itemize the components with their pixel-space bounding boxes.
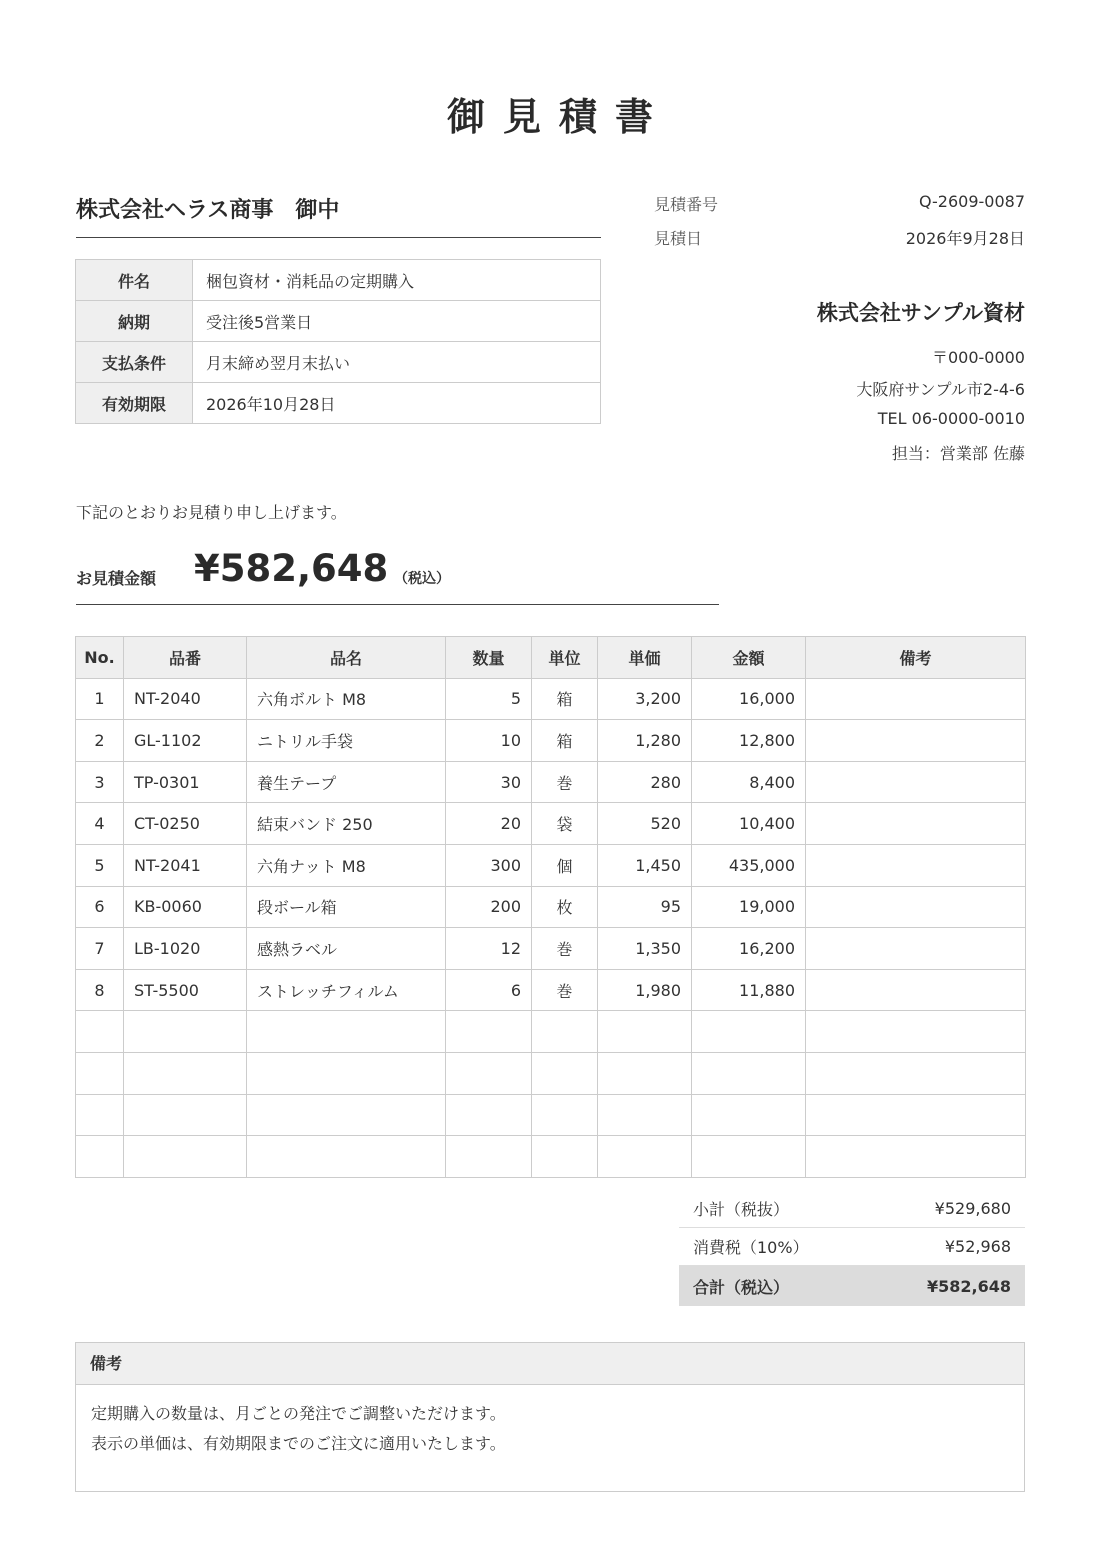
info-table [75,259,601,424]
info-value: 2026年10月28日 [193,383,601,424]
info-label: 支払条件 [76,342,193,383]
cell-quantity: 300 [446,844,532,886]
cell-part-number: LB-1020 [124,928,247,970]
cell-unit-price: 3,200 [598,678,692,720]
cell-quantity [446,1094,532,1136]
cell-note [806,886,1026,928]
info-value: 月末締め翌月末払い [193,342,601,383]
table-row [76,678,1026,720]
quote-number-row [654,192,1025,215]
issuer-contact: 担当：営業部 佐藤 [891,444,1025,463]
cell-no: 5 [76,844,124,886]
cell-no: 1 [76,678,124,720]
table-row [76,761,1026,803]
cell-amount: 435,000 [692,844,806,886]
cell-unit: 個 [532,844,598,886]
total-row [679,1266,1025,1306]
cell-amount: 16,200 [692,928,806,970]
cell-unit [532,1052,598,1094]
cell-item-name [247,1052,446,1094]
cell-no [76,1011,124,1053]
column-header-quantity: 数量 [446,637,532,679]
cell-unit-price: 95 [598,886,692,928]
cell-item-name: ニトリル手袋 [247,720,446,762]
column-header-item-name: 品名 [247,637,446,679]
remarks-line: 表示の単価は、有効期限までのご注文に適用いたします。 [91,1434,506,1453]
cell-unit-price: 1,980 [598,969,692,1011]
page-title: 御見積書 [446,95,671,139]
cell-no: 2 [76,720,124,762]
cell-item-name: 六角ボルト M8 [247,678,446,720]
cell-note [806,844,1026,886]
cell-part-number: GL-1102 [124,720,247,762]
quote-amount-label: お見積金額 [76,569,157,588]
column-header-note: 備考 [806,637,1026,679]
cell-item-name: 養生テープ [247,761,446,803]
table-row [76,803,1026,845]
cell-no: 6 [76,886,124,928]
cell-unit-price [598,1011,692,1053]
cell-item-name: 段ボール箱 [247,886,446,928]
info-value: 受注後5営業日 [193,301,601,342]
cell-quantity: 12 [446,928,532,970]
cell-part-number [124,1094,247,1136]
cell-part-number [124,1011,247,1053]
remarks-box [75,1342,1025,1492]
cell-quantity: 200 [446,886,532,928]
table-row [76,844,1026,886]
remarks-header: 備考 [76,1343,1024,1385]
cell-unit: 巻 [532,928,598,970]
subtotal-label: 小計（税抜） [693,1200,790,1219]
issuer-address: 大阪府サンプル市2-4-6 [856,380,1025,399]
tax-label: 消費税（10%） [693,1238,809,1257]
cell-quantity [446,1052,532,1094]
items-table [75,636,1026,1178]
info-row [76,260,601,301]
cell-no: 4 [76,803,124,845]
cell-note [806,1011,1026,1053]
cell-no: 3 [76,761,124,803]
table-row [76,1052,1026,1094]
cell-unit [532,1136,598,1178]
cell-part-number: NT-2040 [124,678,247,720]
table-row [76,928,1026,970]
column-header-part-number: 品番 [124,637,247,679]
cell-note [806,969,1026,1011]
cell-no: 8 [76,969,124,1011]
remarks-body [76,1385,1024,1459]
client-company: 株式会社ヘラス商事 [76,198,274,223]
subtotal-value: ¥529,680 [934,1199,1011,1218]
cell-item-name [247,1011,446,1053]
cell-unit [532,1011,598,1053]
cell-unit-price: 1,280 [598,720,692,762]
cell-unit [532,1094,598,1136]
column-header-unit-price: 単価 [598,637,692,679]
cell-unit: 巻 [532,969,598,1011]
cell-item-name [247,1136,446,1178]
cell-note [806,1094,1026,1136]
cell-unit-price: 1,350 [598,928,692,970]
cell-quantity: 20 [446,803,532,845]
issuer-tel: TEL 06-0000-0010 [877,409,1025,428]
cell-unit-price: 520 [598,803,692,845]
cell-item-name: ストレッチフィルム [247,969,446,1011]
cell-note [806,761,1026,803]
issuer-company: 株式会社サンプル資材 [816,301,1025,325]
cell-note [806,803,1026,845]
subtotal-row [679,1190,1025,1228]
quote-amount-tax-note: （税込） [394,571,450,587]
info-row [76,383,601,424]
table-row [76,1011,1026,1053]
issuer-postal: 〒000-0000 [931,348,1025,367]
cell-item-name: 結束バンド 250 [247,803,446,845]
quote-amount-value: ¥582,648 [194,547,389,590]
column-header-amount: 金額 [692,637,806,679]
info-value: 梱包資材・消耗品の定期購入 [193,260,601,301]
tax-row [679,1228,1025,1266]
cell-unit: 袋 [532,803,598,845]
cell-unit: 巻 [532,761,598,803]
cell-part-number: ST-5500 [124,969,247,1011]
cell-amount: 19,000 [692,886,806,928]
cell-amount: 10,400 [692,803,806,845]
cell-unit-price [598,1052,692,1094]
cell-amount [692,1136,806,1178]
total-value: ¥582,648 [926,1276,1011,1296]
cell-unit: 箱 [532,678,598,720]
cell-amount [692,1011,806,1053]
cell-part-number: CT-0250 [124,803,247,845]
table-row [76,1094,1026,1136]
cell-unit-price [598,1136,692,1178]
cell-no [76,1052,124,1094]
cell-unit: 箱 [532,720,598,762]
cell-note [806,1052,1026,1094]
info-row [76,301,601,342]
remarks-line: 定期購入の数量は、月ごとの発注でご調整いただけます。 [91,1404,506,1423]
cell-part-number: TP-0301 [124,761,247,803]
client-suffix: 御中 [295,198,340,223]
cell-amount [692,1052,806,1094]
cell-amount: 8,400 [692,761,806,803]
table-row [76,720,1026,762]
cell-part-number [124,1136,247,1178]
info-label: 有効期限 [76,383,193,424]
tax-value: ¥52,968 [944,1237,1011,1256]
quote-date-row [654,226,1025,249]
cell-unit-price [598,1094,692,1136]
cell-unit-price: 280 [598,761,692,803]
table-row [76,886,1026,928]
cell-quantity: 10 [446,720,532,762]
cell-no [76,1136,124,1178]
cell-note [806,678,1026,720]
table-row [76,1136,1026,1178]
quote-date-label: 見積日 [654,229,703,248]
client-name [76,193,601,238]
totals [679,1190,1025,1306]
cell-part-number: NT-2041 [124,844,247,886]
cell-part-number: KB-0060 [124,886,247,928]
column-header-unit: 単位 [532,637,598,679]
cell-note [806,720,1026,762]
cell-no [76,1094,124,1136]
cell-note [806,928,1026,970]
total-label: 合計（税込） [693,1277,790,1297]
cell-item-name [247,1094,446,1136]
cell-amount: 16,000 [692,678,806,720]
quote-number: Q-2609-0087 [918,192,1025,211]
info-row [76,342,601,383]
cell-quantity: 30 [446,761,532,803]
cell-quantity [446,1011,532,1053]
column-header-no: No. [76,637,124,679]
cell-item-name: 六角ナット M8 [247,844,446,886]
cell-quantity: 5 [446,678,532,720]
cell-quantity: 6 [446,969,532,1011]
cell-item-name: 感熱ラベル [247,928,446,970]
cell-no: 7 [76,928,124,970]
info-label: 納期 [76,301,193,342]
cell-part-number [124,1052,247,1094]
cell-amount: 11,880 [692,969,806,1011]
cell-unit: 枚 [532,886,598,928]
cell-quantity [446,1136,532,1178]
quote-date: 2026年9月28日 [905,229,1025,248]
cell-unit-price: 1,450 [598,844,692,886]
table-row [76,969,1026,1011]
intro-text: 下記のとおりお見積り申し上げます。 [76,503,347,522]
quote-number-label: 見積番号 [654,195,719,214]
quote-amount [76,546,719,605]
cell-note [806,1136,1026,1178]
cell-amount [692,1094,806,1136]
cell-amount: 12,800 [692,720,806,762]
info-label: 件名 [76,260,193,301]
